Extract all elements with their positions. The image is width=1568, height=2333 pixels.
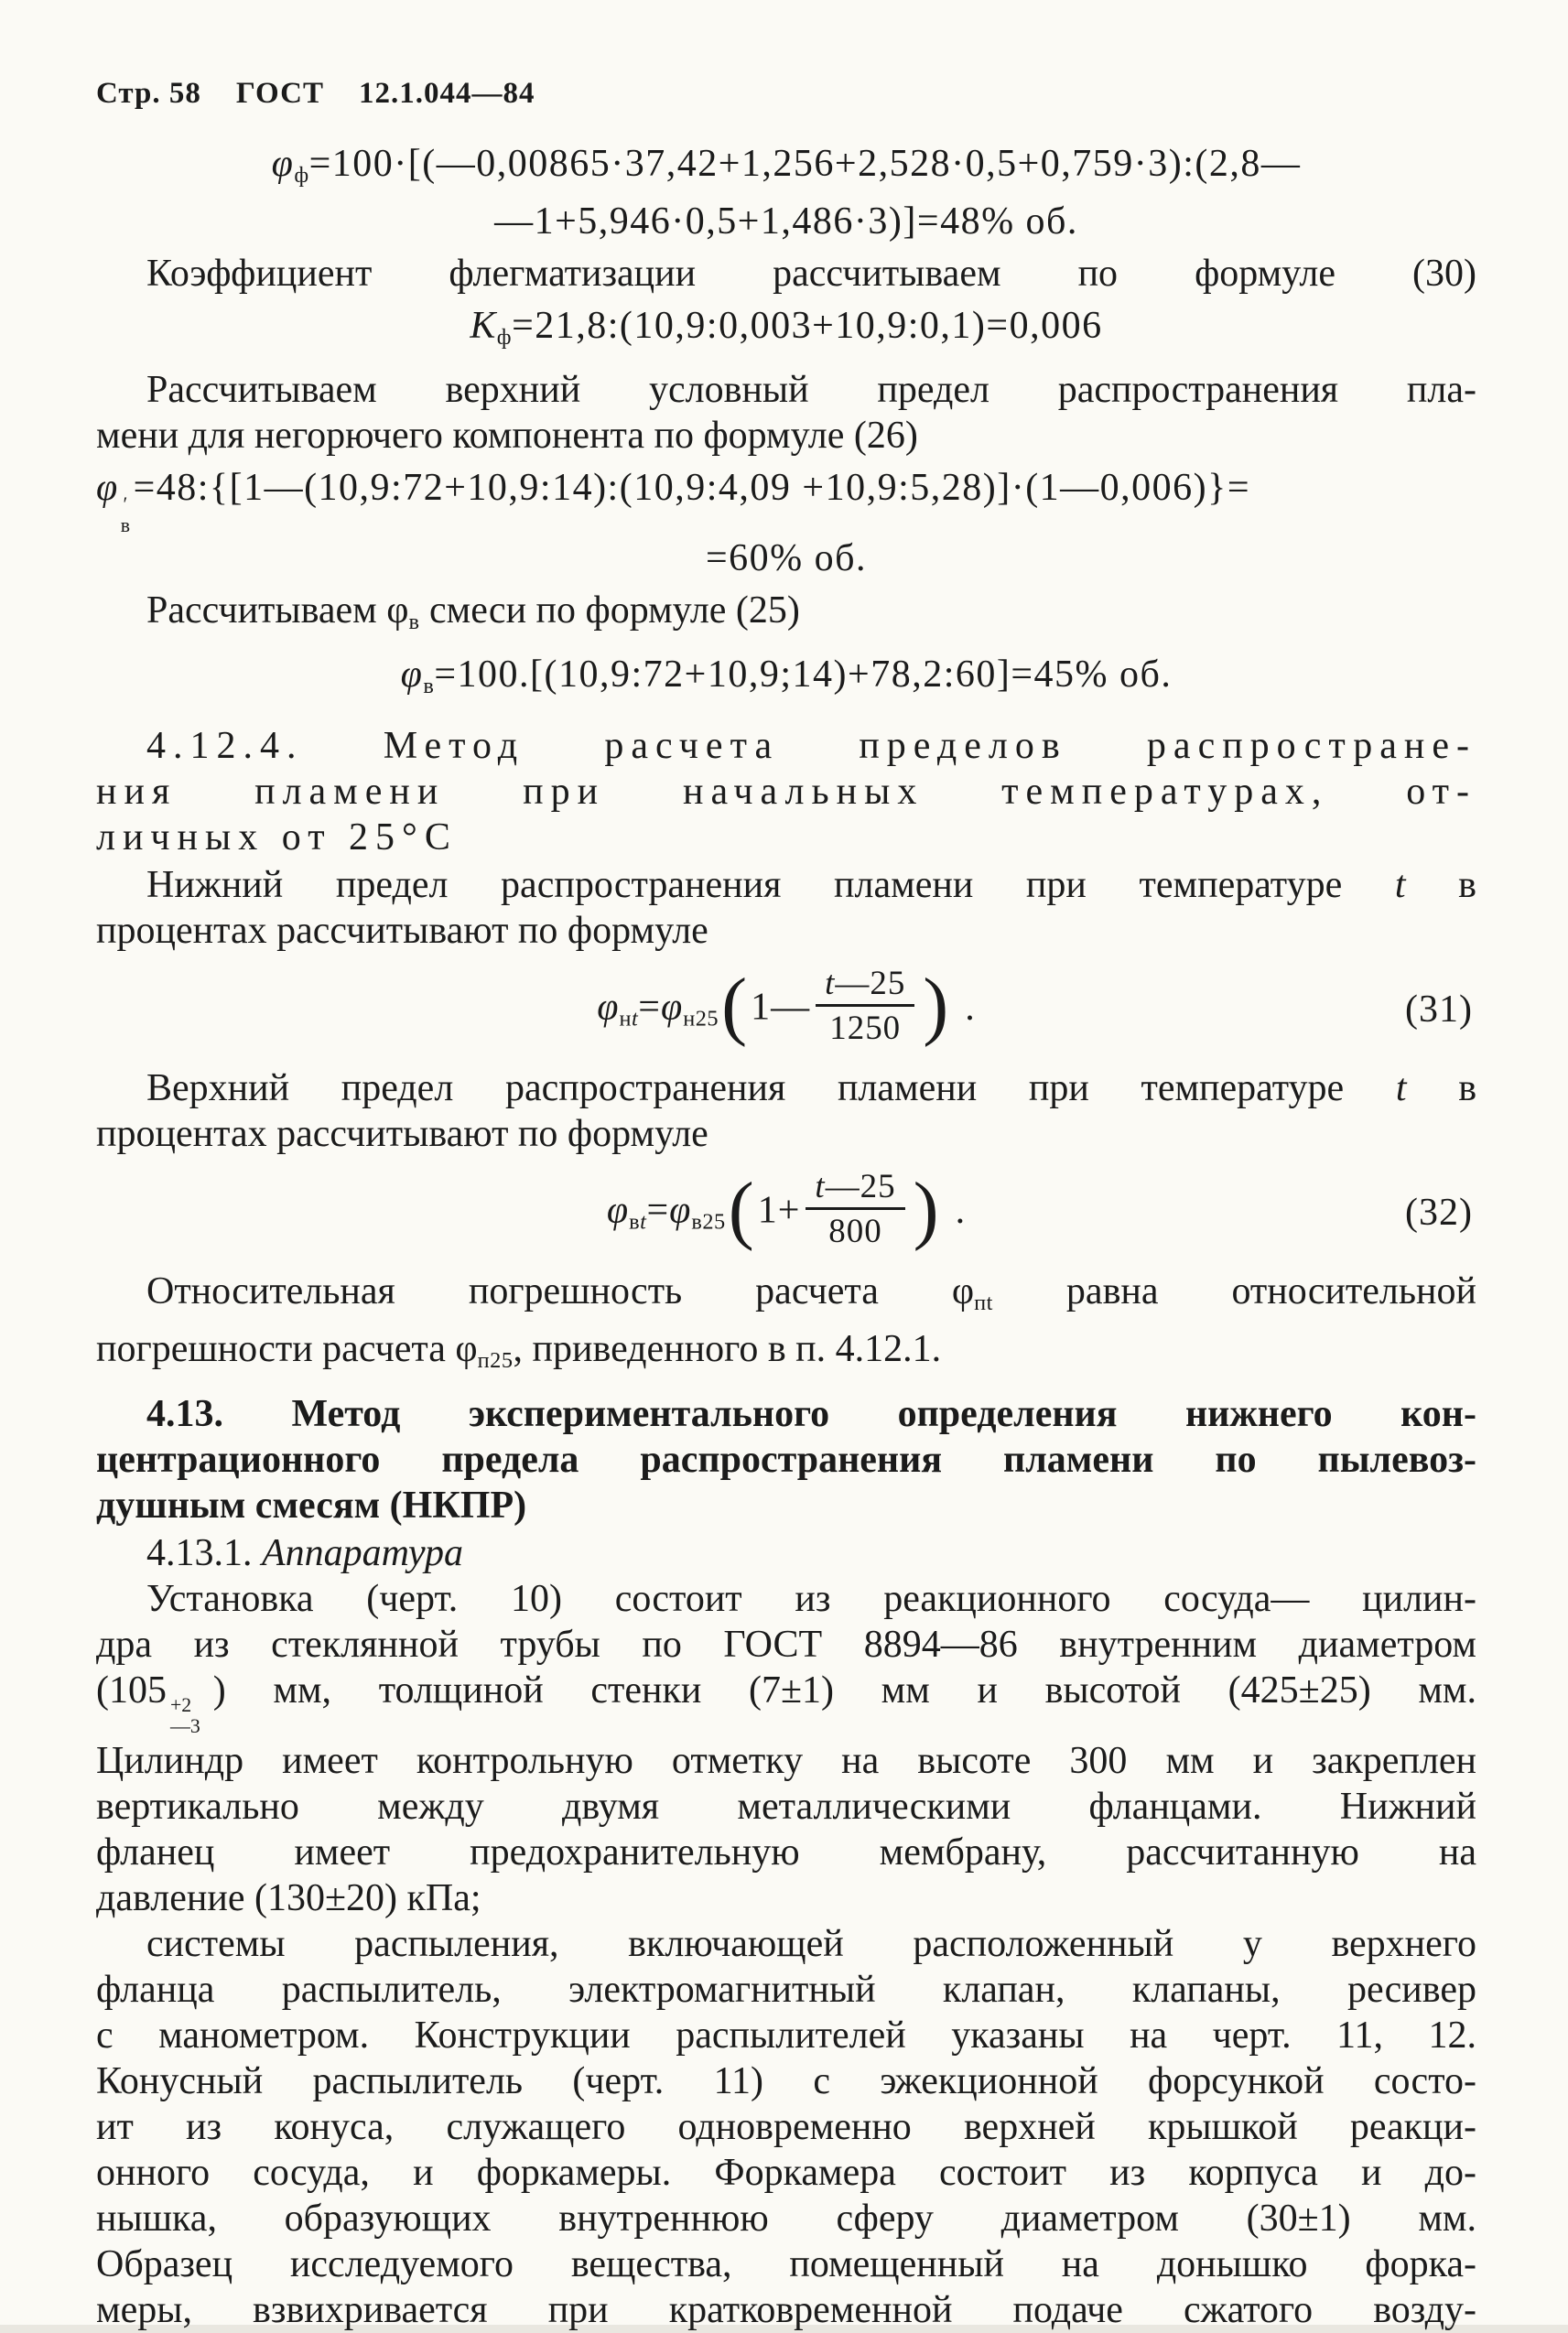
formula-symbol: φ bbox=[669, 1190, 692, 1233]
heading-line: центрационного предела распространения пламени по пылевоз- bbox=[96, 1439, 1476, 1482]
tolerance-stack bbox=[170, 1695, 200, 1738]
text-line bbox=[96, 862, 1476, 908]
text-line: фланец имеет предохранительную мембрану, рассчитанную на bbox=[96, 1831, 1476, 1874]
formula-31 bbox=[96, 954, 1476, 1065]
formula-text: =100.[(10,9:72+10,9;14)+78,2:60]=45% об. bbox=[434, 653, 1173, 697]
formula-text: =48:{[1—(10,9:72+10,9:14):(10,9:4,09 +10,9:5,28)]·(1—0,006)}= bbox=[133, 466, 1251, 509]
formula-line: —1+5,946·0,5+1,486·3)]=48% об. bbox=[494, 200, 1078, 243]
text-line: онного сосуда, и форкамеры. Форкамера состоит из корпуса и до- bbox=[96, 2152, 1476, 2195]
formula-symbol: φ bbox=[96, 466, 119, 509]
formula-symbol: К bbox=[470, 304, 497, 347]
formula-text: 1— bbox=[751, 986, 811, 1029]
text-line: нышка, образующих внутреннюю сферу диаметром (30±1) мм. bbox=[96, 2198, 1476, 2241]
heading-line: 4.13. Метод экспериментального определения нижнего кон- bbox=[146, 1393, 1476, 1436]
formula-symbol: φ bbox=[400, 653, 424, 697]
formula-subscript: в bbox=[423, 674, 435, 699]
inline-subscript: пt bbox=[974, 1291, 993, 1316]
paragraph-relative-error bbox=[96, 1269, 1476, 1384]
paragraph-setup bbox=[96, 1576, 1476, 1921]
text-line: мени для негорючего компонента по формуле (26) bbox=[96, 414, 918, 457]
formula-k-f bbox=[96, 297, 1476, 367]
paragraph-upper-limit-t bbox=[96, 1065, 1476, 1157]
text-segment: Рассчитываем φ bbox=[146, 589, 409, 632]
text-segment: Относительная погрешность расчета φ bbox=[146, 1270, 975, 1313]
formula-phi-f bbox=[96, 135, 1476, 251]
clause-number: 4.13.1. bbox=[146, 1532, 253, 1575]
formula-period: . bbox=[955, 1190, 967, 1233]
text-line bbox=[96, 1269, 1476, 1326]
variable-t: t bbox=[815, 1167, 826, 1205]
numerator-rest: —25 bbox=[825, 1167, 896, 1205]
formula-symbol: φ bbox=[597, 986, 620, 1029]
fraction bbox=[816, 963, 914, 1047]
text-segment: в bbox=[1458, 864, 1477, 907]
formula-symbol: φ bbox=[660, 986, 684, 1029]
subscript-variable: t bbox=[640, 1209, 647, 1235]
text-segment: равна относительной bbox=[1065, 1270, 1476, 1313]
paragraph-coefficient: Коэффициент флегматизации рассчитываем по формуле (30) bbox=[146, 252, 1476, 295]
text-line: фланца распылитель, электромагнитный клапан, клапаны, ресивер bbox=[96, 1969, 1476, 2012]
fraction-denominator: 800 bbox=[828, 1211, 882, 1249]
text-line: дра из стеклянной трубы по ГОСТ 8894—86 внутренним диаметром bbox=[96, 1624, 1476, 1667]
open-paren: ( bbox=[721, 963, 749, 1049]
heading-line: 4.12.4. Метод расчета пределов распростране- bbox=[146, 725, 1476, 768]
formula-period: . bbox=[965, 986, 976, 1029]
subscript-text: н bbox=[619, 1006, 632, 1031]
formula-symbol: φ bbox=[271, 143, 295, 185]
paragraph-lower-limit-t bbox=[96, 862, 1476, 954]
heading-line: ния пламени при начальных температурах, от- bbox=[96, 771, 1476, 814]
fraction bbox=[806, 1166, 904, 1250]
tolerance-plus: +2 bbox=[170, 1693, 192, 1716]
heading-4-13-1 bbox=[96, 1530, 1476, 1576]
formula-subscript: ф bbox=[496, 324, 513, 350]
heading-4-12-4 bbox=[96, 723, 1476, 860]
formula-subscript bbox=[619, 1007, 638, 1031]
text-line: процентах рассчитывают по формуле bbox=[96, 1113, 708, 1156]
prime-mark: ′ bbox=[123, 492, 129, 515]
text-segment: погрешности расчета φ bbox=[96, 1328, 478, 1371]
formula-line: =60% об. bbox=[705, 537, 868, 580]
formula-symbol: φ bbox=[606, 1190, 630, 1233]
inline-subscript: в bbox=[408, 610, 420, 635]
clause-title: Аппаратура bbox=[262, 1532, 464, 1575]
variable-t: t bbox=[825, 964, 836, 1002]
open-paren: ( bbox=[728, 1166, 755, 1252]
formula-subscript: в bbox=[120, 513, 132, 536]
equation-number: (32) bbox=[1405, 1192, 1473, 1235]
formula-text: =21,8:(10,9:0,003+10,9:0,1)=0,006 bbox=[512, 304, 1103, 347]
gost-label: ГОСТ bbox=[235, 77, 324, 110]
text-line bbox=[96, 1326, 1476, 1384]
heading-4-13 bbox=[96, 1391, 1476, 1528]
subscript-variable: t bbox=[632, 1006, 639, 1031]
text-line bbox=[96, 1668, 1476, 1738]
formula-subscript: в25 bbox=[691, 1209, 726, 1235]
formula-line bbox=[96, 652, 1476, 709]
formula-line bbox=[96, 141, 1476, 199]
heading-line: личных от 25°С bbox=[96, 816, 458, 859]
formula-line bbox=[96, 465, 1476, 536]
paragraph-upper-conditional bbox=[96, 367, 1476, 459]
equals-sign: = bbox=[646, 1190, 670, 1233]
equation-number: (31) bbox=[1405, 988, 1473, 1031]
heading-line: душным смесям (НКПР) bbox=[96, 1485, 527, 1528]
formula-text: 1+ bbox=[757, 1190, 801, 1233]
text-line: системы распыления, включающей расположенный у верхнего bbox=[146, 1923, 1476, 1966]
inline-subscript: п25 bbox=[477, 1348, 514, 1374]
close-paren: ) bbox=[913, 1166, 940, 1252]
page-header bbox=[96, 77, 1476, 111]
text-line: процентах рассчитывают по формуле bbox=[96, 910, 708, 953]
subscript-text: в bbox=[629, 1209, 641, 1235]
formula-phi-v bbox=[96, 645, 1476, 716]
text-line: Установка (черт. 10) состоит из реакционного сосуда— цилин- bbox=[146, 1578, 1476, 1621]
formula-subscript: ф bbox=[294, 162, 309, 188]
variable-t: t bbox=[1394, 864, 1406, 907]
text-line: меры, взвихривается при кратковременной подаче сжатого возду- bbox=[96, 2289, 1476, 2332]
paragraph-spray-system bbox=[96, 1921, 1476, 2333]
formula-text: =100·[(—0,00865·37,42+1,256+2,528·0,5+0,759·3):(2,8— bbox=[308, 143, 1302, 185]
text-line: с манометром. Конструкции распылителей указаны на черт. 11, 12. bbox=[96, 2014, 1476, 2058]
paragraph-phi-v-mixture bbox=[96, 588, 1476, 645]
text-line: Конусный распылитель (черт. 11) с эжекционной форсункой состо- bbox=[96, 2060, 1476, 2103]
text-line bbox=[96, 1065, 1476, 1111]
document-body bbox=[96, 135, 1476, 2333]
numerator-rest: —25 bbox=[835, 964, 906, 1002]
text-segment: Нижний предел распространения пламени при температуре bbox=[146, 864, 1343, 907]
formula-expression bbox=[597, 963, 976, 1053]
formula-expression bbox=[606, 1166, 967, 1256]
formula-phi-v-prime bbox=[96, 459, 1476, 589]
formula-32 bbox=[96, 1157, 1476, 1269]
text-line: Цилиндр имеет контрольную отметку на высоте 300 мм и закреплен bbox=[96, 1740, 1476, 1783]
variable-t: t bbox=[1395, 1067, 1407, 1110]
text-line: ит из конуса, служащего одновременно верхней крышкой реакци- bbox=[96, 2106, 1476, 2149]
text-line: давление (130±20) кПа; bbox=[96, 1877, 481, 1920]
text-segment: ) мм, толщиной стенки (7±1) мм и высотой (425±25) мм. bbox=[212, 1669, 1476, 1712]
doc-number: 12.1.044—84 bbox=[358, 77, 535, 110]
formula-line bbox=[96, 303, 1476, 361]
text-segment: смеси по формуле (25) bbox=[419, 589, 800, 632]
page-number-label: Стр. 58 bbox=[96, 77, 201, 110]
fraction-numerator bbox=[806, 1166, 904, 1210]
text-segment: (105 bbox=[96, 1669, 167, 1712]
text-segment: , приведенного в п. 4.12.1. bbox=[513, 1328, 942, 1371]
fraction-numerator bbox=[816, 963, 914, 1007]
equals-sign: = bbox=[638, 986, 661, 1029]
text-line: Образец исследуемого вещества, помещенный на донышко форка- bbox=[96, 2243, 1476, 2286]
formula-prime-subscript bbox=[121, 494, 132, 536]
text-line: Рассчитываем верхний условный предел распространения пла- bbox=[146, 368, 1476, 411]
formula-subscript bbox=[629, 1210, 646, 1235]
text-segment: Верхний предел распространения пламени при температуре bbox=[146, 1067, 1345, 1110]
text-line: вертикально между двумя металлическими фланцами. Нижний bbox=[96, 1786, 1476, 1829]
fraction-denominator: 1250 bbox=[829, 1008, 902, 1046]
tolerance-minus: —3 bbox=[170, 1715, 200, 1738]
text-segment: в bbox=[1458, 1067, 1477, 1110]
close-paren: ) bbox=[923, 963, 950, 1049]
formula-subscript: н25 bbox=[683, 1006, 719, 1031]
